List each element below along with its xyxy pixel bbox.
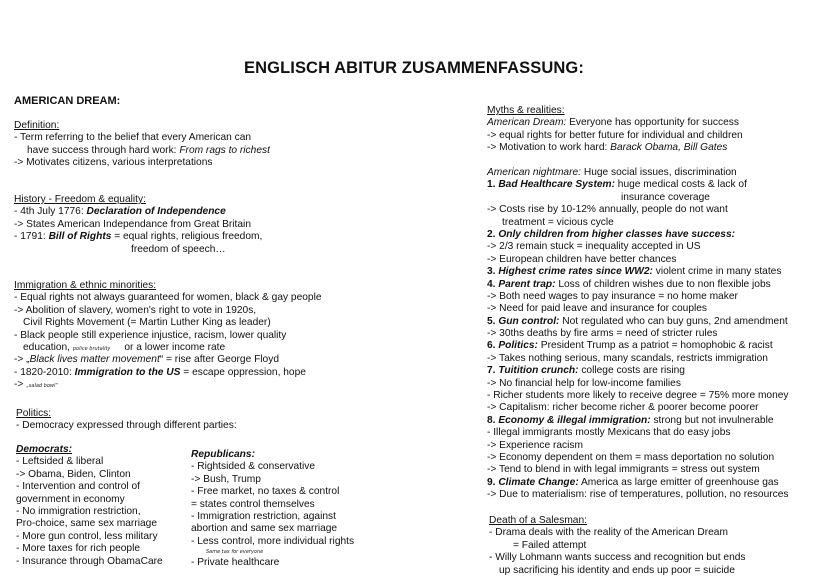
immigration-line: Civil Rights Movement (= Martin Luther King as leader) xyxy=(23,317,271,329)
nightmare-line: 1. Bad Healthcare System: huge medical costs & lack of xyxy=(487,179,747,191)
list-item: - Free market, no taxes & control xyxy=(191,486,340,498)
nightmare-line: American nightmare: Huge social issues, discrimination xyxy=(487,167,737,178)
immigration-line: -> „Black lives matter movement“ = rise after George Floyd xyxy=(14,354,279,366)
rags-to-riches: From rags to richest xyxy=(179,144,270,156)
nightmare-line: - Illegal immigrants mostly Mexicans that do easy jobs xyxy=(487,427,731,439)
handwritten-note: police brutality xyxy=(72,345,111,352)
list-item: -> Bush, Trump xyxy=(191,473,261,485)
salesman-line: up sacrificing his identity and ends up poor = suicide xyxy=(499,564,735,576)
nightmare-line: 2. Only children from higher classes have success: xyxy=(487,228,736,240)
list-item: - Rightsided & conservative xyxy=(191,461,316,473)
history-label: History - Freedom & equality: xyxy=(14,194,146,205)
nightmare-line: 9. Climate Change: America as large emitter of greenhouse gas xyxy=(487,476,779,488)
republicans-list xyxy=(191,449,354,570)
salesman-label: Death of a Salesman: xyxy=(489,515,587,526)
myths-section xyxy=(487,105,743,155)
politics-section xyxy=(16,408,237,433)
immigration-line: -> Abolition of slavery, women's right to vote in 1920s, xyxy=(14,304,257,316)
immigration-section xyxy=(14,280,322,392)
list-item: - Immigration restriction, against xyxy=(191,510,336,522)
list-item: government in economy xyxy=(16,493,125,505)
immigration-line: - 1820-2010: Immigration to the US = escape oppression, hope xyxy=(14,366,306,378)
republicans-label: Republicans: xyxy=(191,449,255,460)
nightmare-line: -> Need for paid leave and insurance for couples xyxy=(487,303,708,315)
definition-section xyxy=(14,120,270,170)
politics-label: Politics: xyxy=(16,408,52,419)
list-item: - Private healthcare xyxy=(191,557,280,569)
list-item: - Leftsided & liberal xyxy=(16,456,104,468)
nightmare-line: treatment = vicious cycle xyxy=(502,216,614,228)
nightmare-line: -> No financial help for low-income families xyxy=(487,377,681,389)
definition-line: -> Motivates citizens, various interpretations xyxy=(14,157,213,169)
nightmare-line: - Richer students more likely to receive degree = 75% more money xyxy=(487,390,789,402)
nightmare-section xyxy=(487,167,789,502)
nightmare-line: -> Tend to blend in with legal immigrants = stress out system xyxy=(487,464,760,476)
history-line: - 1791: Bill of Rights = equal rights, religious freedom, xyxy=(14,231,263,243)
list-item: - More gun control, less military xyxy=(16,530,158,542)
list-item: Pro-choice, same sex marriage xyxy=(16,518,157,530)
handwritten-note: „salad bowl“ xyxy=(26,383,58,390)
left-column xyxy=(14,95,120,107)
myths-line: -> Motivation to work hard: Barack Obama, Bill Gates xyxy=(487,142,728,154)
list-item: - Insurance through ObamaCare xyxy=(16,555,163,567)
nightmare-line: -> Costs rise by 10-12% annually, people do not want xyxy=(487,204,728,216)
history-line: freedom of speech… xyxy=(131,243,226,255)
definition-line: - Term referring to the belief that every American can xyxy=(14,132,252,144)
nightmare-line: -> 2/3 remain stuck = inequality accepted in US xyxy=(487,241,701,253)
nightmare-line: 8. Economy & illegal immigration: strong but not invulnerable xyxy=(487,414,774,426)
nightmare-line: -> European children have better chances xyxy=(487,253,677,265)
nightmare-line: 7. Tuitition crunch: college costs are rising xyxy=(487,365,685,377)
nightmare-line: -> Capitalism: richer become richer & poorer become poorer xyxy=(487,402,759,414)
list-item: = states control themselves xyxy=(191,498,315,510)
immigration-line: - Black people still experience injustice, racism, lower quality xyxy=(14,329,287,341)
nightmare-line: -> Both need wages to pay insurance = no home maker xyxy=(487,290,738,302)
definition-line: have success through hard work: From rags to richest xyxy=(27,144,270,156)
nightmare-line: insurance coverage xyxy=(621,191,710,203)
salesman-line: - Drama deals with the reality of the American Dream xyxy=(489,527,728,539)
nightmare-line: -> Economy dependent on them = mass deportation no solution xyxy=(487,451,775,463)
salesman-line: - Willy Lohmann wants success and recognition but ends xyxy=(489,552,746,564)
immigration-label: Immigration & ethnic minorities: xyxy=(14,280,157,291)
immigration-line: - Equal rights not always guaranteed for women, black & gay people xyxy=(14,292,322,304)
democrats-label: Democrats: xyxy=(16,444,73,455)
myths-line: -> equal rights for better future for individual and children xyxy=(487,129,743,141)
immigration-line: -> „salad bowl“ xyxy=(14,379,58,391)
american-dream-heading: AMERICAN DREAM: xyxy=(14,95,121,107)
democrats-list xyxy=(16,444,163,568)
history-section xyxy=(14,194,262,256)
nightmare-line: -> 30ths deaths by fire arms = need of stricter rules xyxy=(487,328,718,340)
list-item: - More taxes for rich people xyxy=(16,543,141,555)
immigration-line: education, police brutality or a lower income rate xyxy=(23,341,226,353)
nightmare-line: 3. Highest crime rates since WW2: violent crime in many states xyxy=(487,266,782,278)
nightmare-line: 5. Gun control: Not regulated who can buy guns, 2nd amendment xyxy=(487,315,788,327)
nightmare-line: 4. Parent trap: Loss of children wishes due to non flexible jobs xyxy=(487,278,771,290)
list-item: - No immigration restriction, xyxy=(16,505,141,517)
list-item: - Less control, more individual rights xyxy=(191,535,355,547)
myths-label: Myths & realities: xyxy=(487,105,565,116)
handwritten-note: Same tax for everyone xyxy=(206,549,264,556)
nightmare-line: -> Due to materialism: rise of temperatures, pollution, no resources xyxy=(487,489,789,501)
myths-line: American Dream: Everyone has opportunity for success xyxy=(487,117,739,129)
politics-line: - Democracy expressed through different parties: xyxy=(16,420,237,432)
history-line: - 4th July 1776: Declaration of Independence xyxy=(14,206,226,218)
nightmare-line: 6. Politics: President Trump as a patriot = homophobic & racist xyxy=(487,340,773,352)
list-item: abortion and same sex marriage xyxy=(191,523,338,535)
salesman-line: = Failed attempt xyxy=(513,539,587,551)
history-line: -> States American Independance from Great Britain xyxy=(14,218,251,230)
list-item: -> Obama, Biden, Clinton xyxy=(16,468,131,480)
list-item: - Intervention and control of xyxy=(16,481,141,493)
definition-label: Definition: xyxy=(14,120,60,131)
nightmare-line: -> Experience racism xyxy=(487,439,583,451)
salesman-section xyxy=(489,515,746,577)
page-title: ENGLISCH ABITUR ZUSAMMENFASSUNG: xyxy=(244,59,584,77)
nightmare-line: -> Takes nothing serious, many scandals, restricts immigration xyxy=(487,352,768,364)
